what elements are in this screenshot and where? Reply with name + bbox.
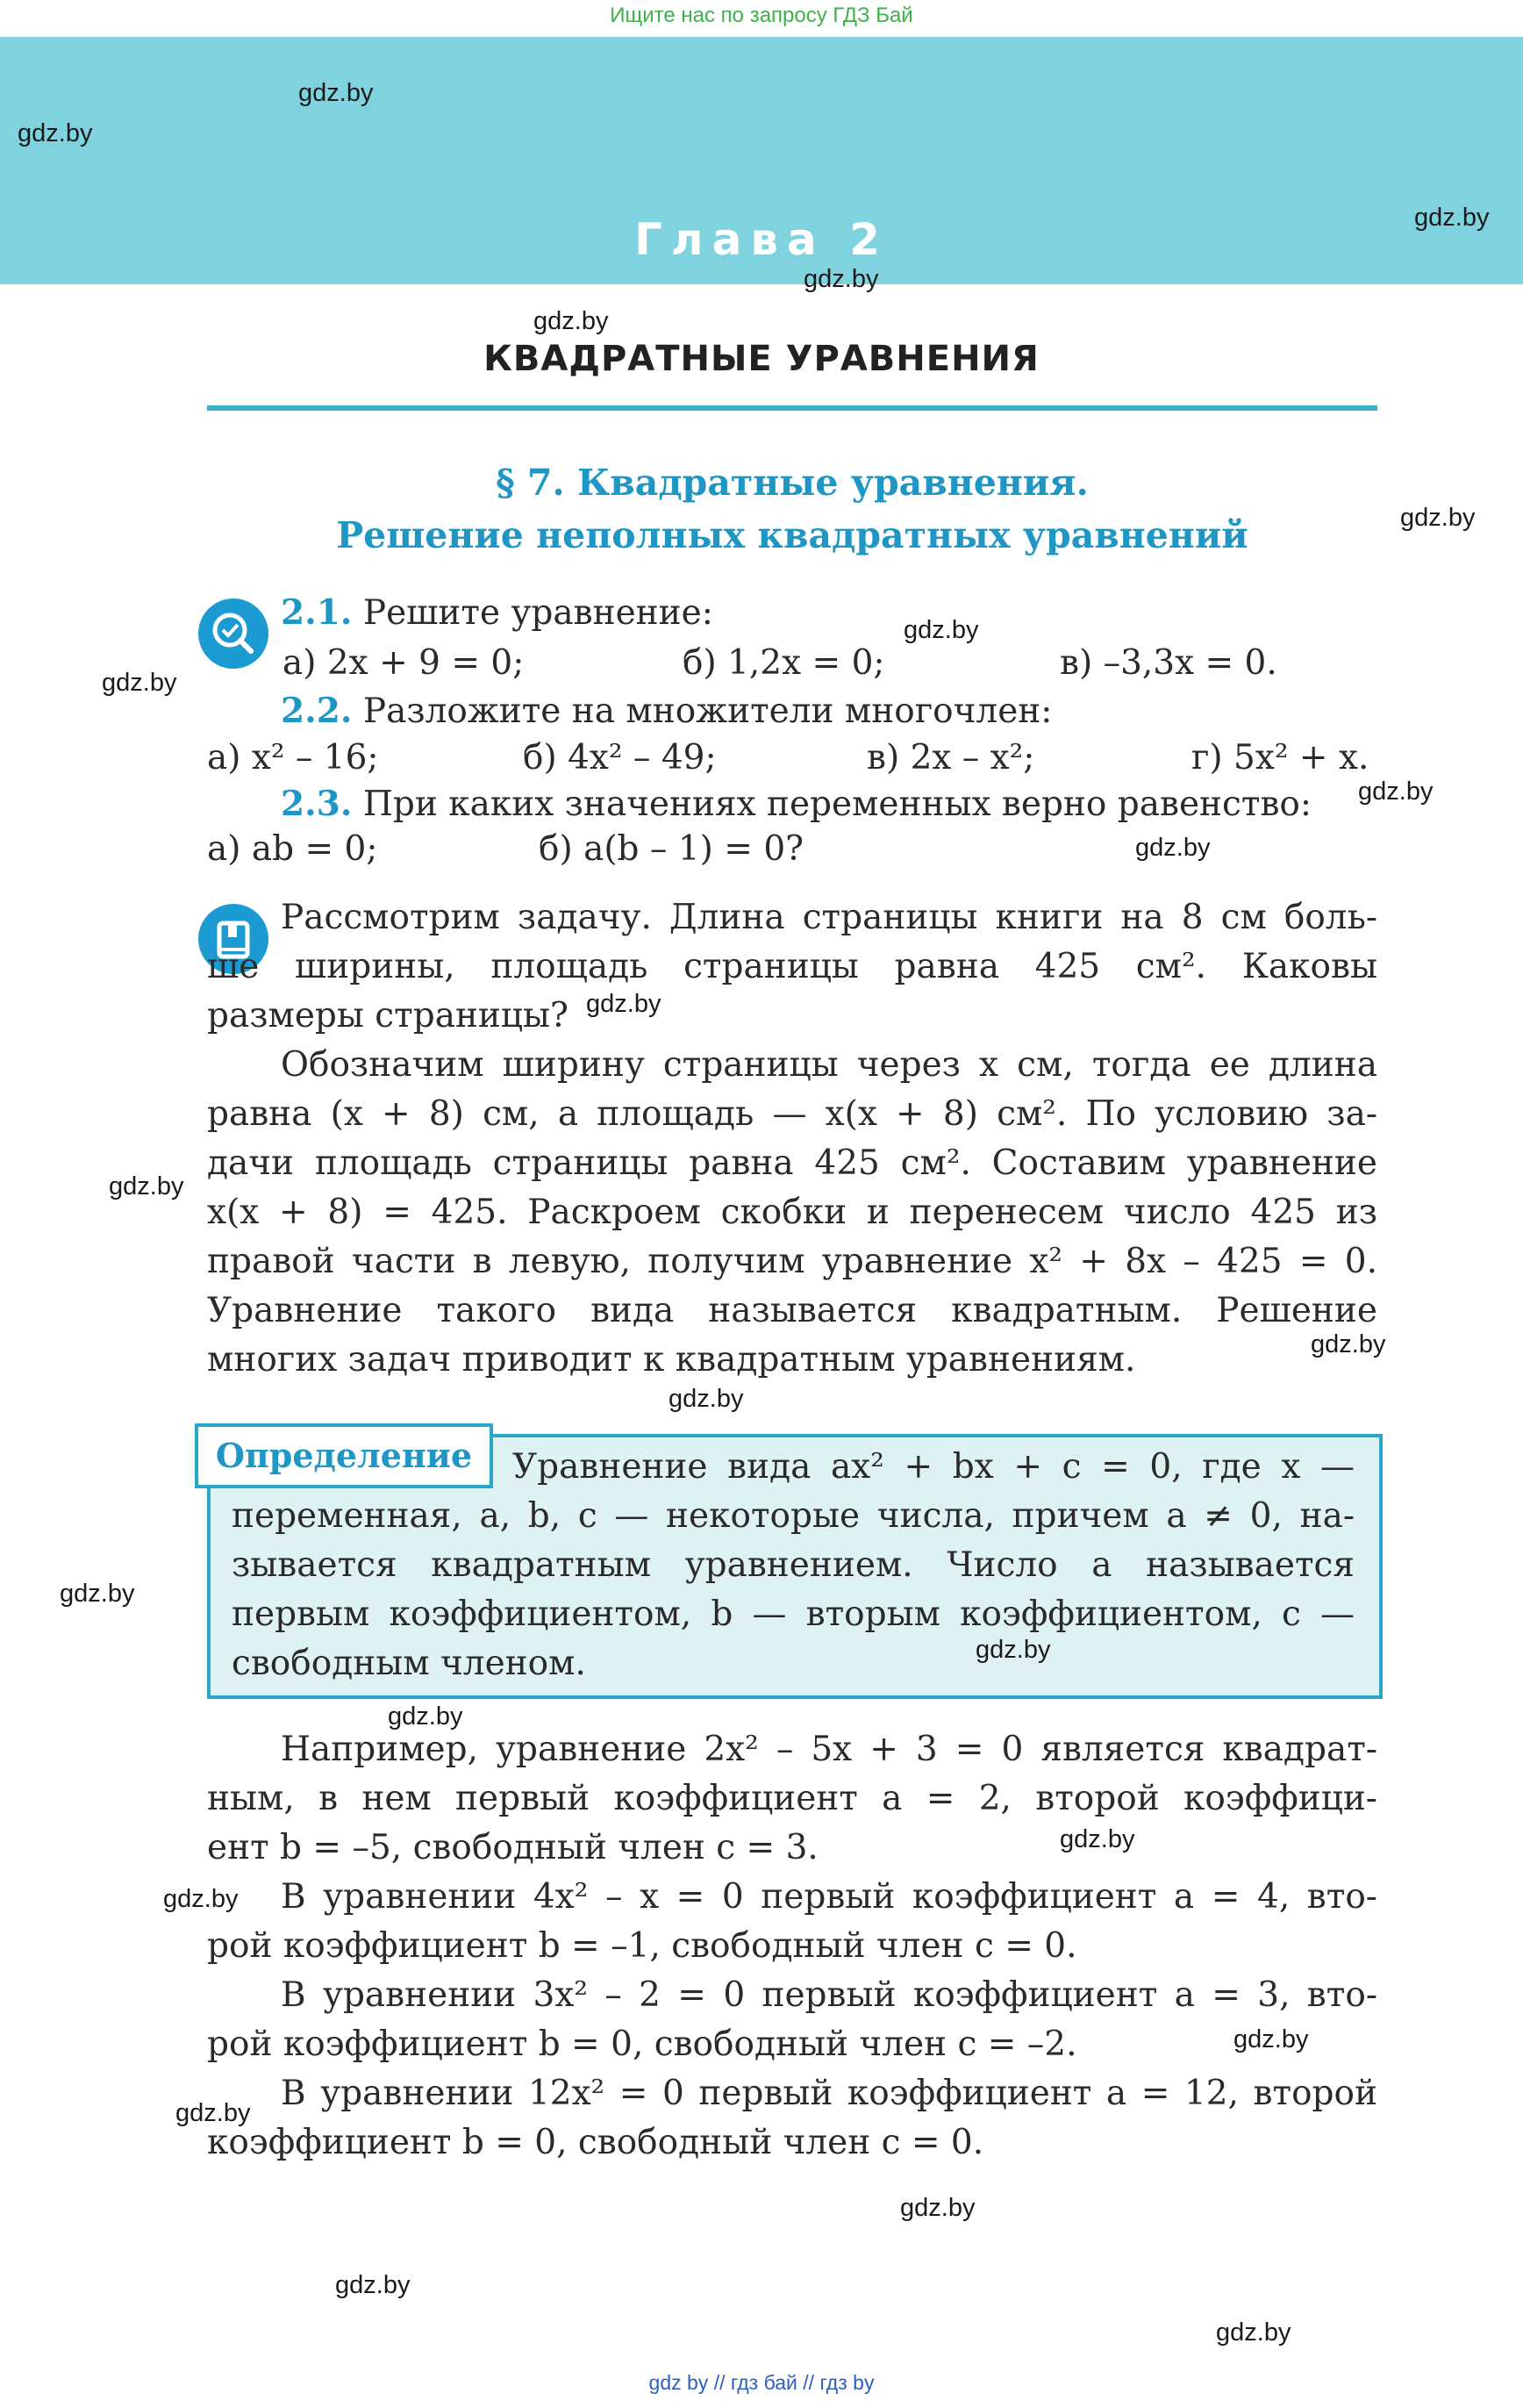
definition-line-2: переменная, a, b, c — некоторые числа, причем a ≠ 0, на- bbox=[232, 1496, 1355, 1536]
example-line-2: ным, в нем первый коэффициент a = 2, второй коэффици- bbox=[207, 1779, 1377, 1818]
title-rule bbox=[207, 405, 1377, 411]
definition-line-3: зывается квадратным уравнением. Число a называется bbox=[232, 1545, 1355, 1585]
example-line-5: рой коэффициент b = –1, свободный член c = 0. bbox=[207, 1926, 1077, 1966]
problem-line-2: ше ширины, площадь страницы равна 425 см². Каковы bbox=[207, 947, 1377, 986]
definition-line-1: Уравнение вида ax² + bx + c = 0, где x — bbox=[512, 1447, 1355, 1487]
definition-label: Определение bbox=[195, 1423, 493, 1488]
watermark: gdz.by bbox=[1358, 778, 1434, 806]
exercise-2-1-b: б) 1,2x = 0; bbox=[683, 643, 885, 683]
exercise-2-2-c: в) 2x – x²; bbox=[867, 738, 1035, 778]
example-line-3: ент b = –5, свободный член c = 3. bbox=[207, 1828, 819, 1867]
example-line-6: В уравнении 3x² – 2 = 0 первый коэффициент a = 3, вто- bbox=[281, 1975, 1377, 2015]
watermark: gdz.by bbox=[1060, 1825, 1135, 1853]
exercise-2-3 bbox=[281, 779, 1377, 828]
watermark: gdz.by bbox=[1233, 2025, 1309, 2053]
watermark: gdz.by bbox=[976, 1636, 1051, 1664]
watermark: gdz.by bbox=[1311, 1330, 1386, 1358]
bottom-link-gdz-by[interactable]: gdz by bbox=[648, 2371, 709, 2394]
watermark: gdz.by bbox=[388, 1702, 463, 1731]
definition-line-4: первым коэффициентом, b — вторым коэффициентом, c — bbox=[232, 1595, 1355, 1634]
example-line-7: рой коэффициент b = 0, свободный член c = –2. bbox=[207, 2025, 1077, 2064]
solution-line-6: Уравнение такого вида называется квадратным. Решение bbox=[207, 1291, 1377, 1330]
bottom-links bbox=[0, 2371, 1523, 2395]
watermark: gdz.by bbox=[904, 616, 979, 644]
watermark: gdz.by bbox=[1216, 2318, 1291, 2347]
section-title-line2: Решение неполных квадратных уравнений bbox=[336, 514, 1248, 556]
chapter-title: КВАДРАТНЫЕ УРАВНЕНИЯ bbox=[483, 339, 1040, 379]
watermark: gdz.by bbox=[60, 1580, 135, 1608]
exercise-2-2-b: б) 4x² – 49; bbox=[523, 738, 717, 778]
magnifier-check-icon bbox=[198, 598, 268, 669]
definition-line-5: свободным членом. bbox=[232, 1644, 586, 1683]
exercise-2-3-b: б) a(b – 1) = 0? bbox=[539, 829, 804, 869]
watermark: gdz.by bbox=[102, 669, 177, 697]
watermark: gdz.by bbox=[1414, 204, 1490, 232]
exercise-2-3-a: а) ab = 0; bbox=[207, 829, 378, 869]
watermark: gdz.by bbox=[900, 2194, 976, 2222]
exercise-text: При каких значениях переменных верно равенство: bbox=[362, 785, 1312, 824]
bottom-separator: // bbox=[803, 2371, 815, 2394]
watermark: gdz.by bbox=[669, 1385, 744, 1413]
watermark: gdz.by bbox=[804, 265, 879, 293]
exercise-number: 2.1. bbox=[281, 592, 353, 633]
exercise-text: Разложите на множители многочлен: bbox=[362, 692, 1053, 731]
solution-line-1: Обозначим ширину страницы через x см, тогда ее длина bbox=[281, 1045, 1377, 1085]
watermark: gdz.by bbox=[298, 79, 374, 107]
top-note: Ищите нас по запросу ГДЗ Бай bbox=[610, 4, 913, 27]
exercise-2-2-d: г) 5x² + x. bbox=[1191, 738, 1369, 778]
watermark: gdz.by bbox=[163, 1885, 239, 1913]
exercise-2-1-a: а) 2x + 9 = 0; bbox=[282, 643, 525, 683]
watermark: gdz.by bbox=[175, 2099, 251, 2127]
section-title-line1: § 7. Квадратные уравнения. bbox=[496, 462, 1089, 504]
example-line-9: коэффициент b = 0, свободный член c = 0. bbox=[207, 2123, 984, 2162]
watermark: gdz.by bbox=[335, 2271, 411, 2299]
exercise-text: Решите уравнение: bbox=[362, 593, 713, 633]
bottom-separator: // bbox=[713, 2371, 726, 2394]
exercise-2-1 bbox=[281, 588, 1377, 637]
exercise-number: 2.3. bbox=[281, 784, 353, 824]
exercise-number: 2.2. bbox=[281, 691, 353, 731]
solution-line-5: правой части в левую, получим уравнение x² + 8x – 425 = 0. bbox=[207, 1242, 1377, 1281]
exercise-2-1-c: в) –3,3x = 0. bbox=[1060, 643, 1277, 683]
bottom-link-gdz-bai[interactable]: гдз бай bbox=[730, 2371, 797, 2394]
example-line-1: Например, уравнение 2x² – 5x + 3 = 0 является квадрат- bbox=[281, 1730, 1377, 1769]
bottom-link-gdz-by-2[interactable]: гдз by bbox=[819, 2371, 875, 2394]
watermark: gdz.by bbox=[586, 990, 661, 1018]
problem-line-3: размеры страницы? bbox=[207, 996, 568, 1036]
solution-line-7: многих задач приводит к квадратным уравнениям. bbox=[207, 1340, 1136, 1380]
solution-line-4: x(x + 8) = 425. Раскроем скобки и перенесем число 425 из bbox=[207, 1193, 1377, 1232]
exercise-2-2 bbox=[281, 686, 1377, 735]
watermark: gdz.by bbox=[533, 307, 609, 335]
watermark: gdz.by bbox=[18, 119, 93, 147]
solution-line-2: равна (x + 8) см, а площадь — x(x + 8) см². По условию за- bbox=[207, 1094, 1377, 1134]
example-line-4: В уравнении 4x² – x = 0 первый коэффициент a = 4, вто- bbox=[281, 1877, 1377, 1917]
solution-line-3: дачи площадь страницы равна 425 см². Составим уравнение bbox=[207, 1143, 1377, 1183]
watermark: gdz.by bbox=[1400, 504, 1476, 532]
problem-line-1: Рассмотрим задачу. Длина страницы книги на 8 см боль- bbox=[281, 898, 1377, 937]
example-line-8: В уравнении 12x² = 0 первый коэффициент a = 12, второй bbox=[281, 2074, 1377, 2113]
chapter-label: Глава 2 bbox=[634, 214, 889, 265]
exercise-2-2-a: а) x² – 16; bbox=[207, 738, 379, 778]
watermark: gdz.by bbox=[109, 1172, 184, 1200]
watermark: gdz.by bbox=[1135, 834, 1211, 862]
